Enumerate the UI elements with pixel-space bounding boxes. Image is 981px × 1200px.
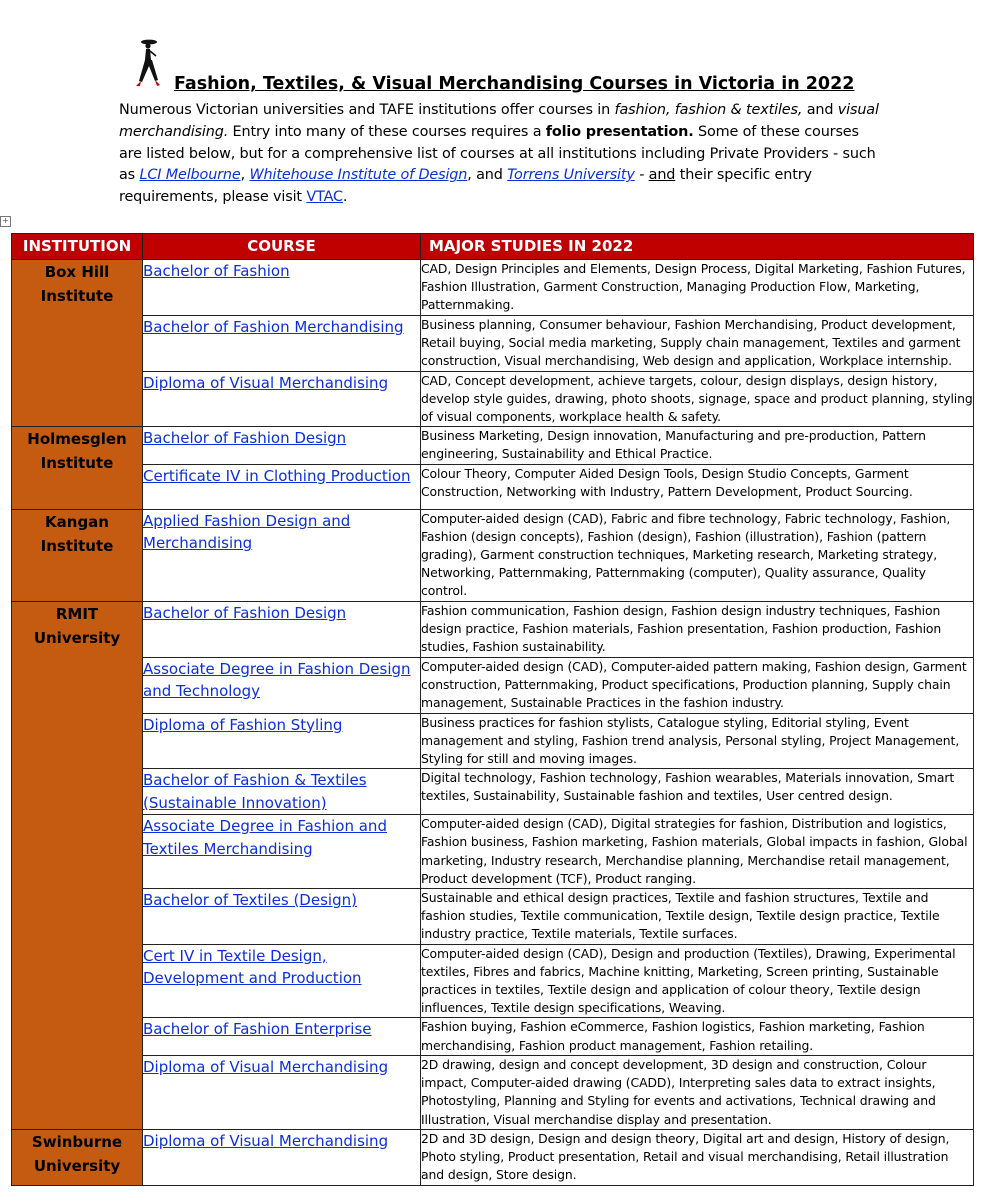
intro-bold: folio presentation. xyxy=(545,123,694,140)
torrens-university-link[interactable]: Torrens University xyxy=(507,167,635,184)
major-studies-cell: 2D drawing, design and concept development, 3D design and construction, Colour impact, Computer-aided drawing (CADD), Interpreting sales data to extract insights, Photostyling, Planning and Styling for events and activations, Technical drawing and Illustration, Visual merchandise display and presentation. xyxy=(421,1055,974,1129)
course-link[interactable]: Bachelor of Fashion & Textiles (Sustainable Innovation) xyxy=(143,771,367,812)
course-link[interactable]: Certificate IV in Clothing Production xyxy=(143,466,411,485)
course-cell xyxy=(143,769,421,815)
intro-text: - xyxy=(634,167,649,184)
course-cell xyxy=(143,509,421,601)
intro-text: Entry into many of these courses requires a xyxy=(228,123,546,140)
table-row xyxy=(12,316,974,372)
major-studies-cell: Colour Theory, Computer Aided Design Tools, Design Studio Concepts, Garment Construction, Networking with Industry, Pattern Development, Product Sourcing. xyxy=(421,464,974,509)
major-studies-cell: Computer-aided design (CAD), Computer-aided pattern making, Fashion design, Garment construction, Patternmaking, Product specifications, Production planning, Supply chain management, Sustainable Practices in the fashion industry. xyxy=(421,657,974,713)
table-row xyxy=(12,657,974,713)
table-row xyxy=(12,260,974,316)
major-studies-cell: Business practices for fashion stylists, Catalogue styling, Editorial styling, Event management and styling, Fashion trend analysis, Personal styling, Project Management, Styling for still and moving images. xyxy=(421,713,974,769)
institution-name: Swinburne University xyxy=(12,1129,143,1185)
intro-text: , and xyxy=(467,167,508,184)
course-cell xyxy=(143,316,421,372)
institution-name: Box Hill Institute xyxy=(12,260,143,427)
intro-text: their specific entry requirements, please visit xyxy=(119,167,812,206)
whitehouse-institute-link[interactable]: Whitehouse Institute of Design xyxy=(249,167,468,184)
course-link[interactable]: Bachelor of Fashion Design xyxy=(143,429,347,448)
major-studies-cell: 2D and 3D design, Design and design theory, Digital art and design, History of design, Photo styling, Product presentation, Retail and visual merchandising, Retail illustration and design, Store design. xyxy=(421,1129,974,1185)
table-row xyxy=(12,1129,974,1185)
major-studies-cell: Computer-aided design (CAD), Design and production (Textiles), Drawing, Experimental textiles, Fibres and fabrics, Machine knitting, Marketing, Screen printing, Sustainable practices in textiles, Textile design and application of colour theory, Textile design influences, Textile design specifications, Weaving. xyxy=(421,944,974,1018)
fashion-figure-icon xyxy=(131,38,167,90)
table-row xyxy=(12,601,974,657)
major-studies-cell: Business planning, Consumer behaviour, Fashion Merchandising, Product development, Retail buying, Social media marketing, Supply chain management, Textiles and garment construction, Visual merchandising, Web design and application, Workplace internship. xyxy=(421,316,974,372)
course-cell xyxy=(143,371,421,427)
course-link[interactable]: Bachelor of Textiles (Design) xyxy=(143,891,357,910)
major-studies-cell: Fashion communication, Fashion design, Fashion design industry techniques, Fashion design practice, Fashion materials, Fashion presentation, Fashion production, Fashion studies, Fashion sustainability. xyxy=(421,601,974,657)
course-cell xyxy=(143,815,421,889)
course-link[interactable]: Bachelor of Fashion Merchandising xyxy=(143,318,404,336)
course-cell xyxy=(143,464,421,509)
major-studies-cell: CAD, Design Principles and Elements, Design Process, Digital Marketing, Fashion Futures, Fashion Illustration, Garment Construction, Managing Production Flow, Marketing, Patternmaking. xyxy=(421,260,974,316)
vtac-link[interactable]: VTAC xyxy=(306,189,343,206)
document-title: Fashion, Textiles, & Visual Merchandising Courses in Victoria in 2022 xyxy=(174,74,855,94)
course-link[interactable]: Applied Fashion Design and Merchandising xyxy=(143,511,351,553)
course-cell xyxy=(143,427,421,464)
course-cell xyxy=(143,1055,421,1129)
intro-text: Numerous Victorian universities and TAFE institutions offer courses in xyxy=(119,102,615,118)
table-row xyxy=(12,769,974,815)
intro-paragraph xyxy=(119,100,879,209)
institution-name: Holmesglen Institute xyxy=(12,427,143,509)
institution-name: RMIT University xyxy=(12,601,143,1129)
table-row xyxy=(12,815,974,889)
course-cell xyxy=(143,713,421,769)
course-link[interactable]: Bachelor of Fashion Enterprise xyxy=(143,1020,372,1039)
intro-text: and xyxy=(802,102,838,118)
table-header-row xyxy=(12,234,974,260)
header-institution: INSTITUTION xyxy=(12,234,143,260)
course-link[interactable]: Diploma of Visual Merchandising xyxy=(143,1057,389,1076)
course-link[interactable]: Bachelor of Fashion xyxy=(143,262,290,280)
table-move-handle-icon[interactable]: + xyxy=(0,216,11,227)
intro-emphasis: visual merchandising. xyxy=(119,102,879,140)
table-body xyxy=(12,260,974,1186)
header-course: COURSE xyxy=(143,234,421,260)
course-cell xyxy=(143,657,421,713)
courses-table xyxy=(11,233,974,1186)
course-cell xyxy=(143,889,421,945)
course-link[interactable]: Bachelor of Fashion Design xyxy=(143,603,347,622)
header-major-studies: MAJOR STUDIES IN 2022 xyxy=(421,234,974,260)
table-row xyxy=(12,713,974,769)
major-studies-cell: CAD, Concept development, achieve targets, colour, design displays, design history, develop style guides, drawing, photo shoots, signage, space and product planning, styling of visual components, workplace health & safety. xyxy=(421,371,974,427)
course-link[interactable]: Diploma of Fashion Styling xyxy=(143,715,343,734)
table-row xyxy=(12,371,974,427)
course-cell xyxy=(143,1018,421,1055)
major-studies-cell: Business Marketing, Design innovation, Manufacturing and pre-production, Pattern engineering, Sustainability and Ethical Practice. xyxy=(421,427,974,464)
course-cell xyxy=(143,1129,421,1185)
course-link[interactable]: Diploma of Visual Merchandising xyxy=(143,373,389,392)
major-studies-cell: Sustainable and ethical design practices, Textile and fashion structures, Textile and fashion studies, Textile communication, Textile design, Textile design practice, Textile industry practice, Textile materials, Textile surfaces. xyxy=(421,889,974,945)
intro-text: . xyxy=(342,189,348,206)
course-cell xyxy=(143,601,421,657)
table-row xyxy=(12,427,974,464)
intro-text: , xyxy=(240,167,250,184)
institution-name: Kangan Institute xyxy=(12,509,143,601)
table-row xyxy=(12,1018,974,1055)
course-cell xyxy=(143,944,421,1018)
table-row xyxy=(12,944,974,1018)
course-cell xyxy=(143,260,421,316)
major-studies-cell: Computer-aided design (CAD), Fabric and fibre technology, Fabric technology, Fashion, Fashion (design concepts), Fashion (design), Fashion (illustration), Fashion (pattern grading), Garment construction techniques, Marketing research, Marketing strategy, Networking, Patternmaking, Patternmaking (computer), Quality assurance, Quality control. xyxy=(421,509,974,601)
course-link[interactable]: Associate Degree in Fashion and Textiles Merchandising xyxy=(143,817,387,858)
intro-underlined: and xyxy=(648,167,676,184)
table-row xyxy=(12,509,974,601)
major-studies-cell: Fashion buying, Fashion eCommerce, Fashion logistics, Fashion marketing, Fashion merchandising, Fashion product management, Fashion retailing. xyxy=(421,1018,974,1055)
intro-emphasis: fashion, fashion & textiles, xyxy=(614,102,803,118)
major-studies-cell: Digital technology, Fashion technology, Fashion wearables, Materials innovation, Smart textiles, Sustainability, Sustainable fashion and textiles, User centred design. xyxy=(421,769,974,815)
table-row xyxy=(12,889,974,945)
course-link[interactable]: Cert IV in Textile Design, Development and Production xyxy=(143,946,362,988)
table-row xyxy=(12,1055,974,1129)
table-row xyxy=(12,464,974,509)
intro-text: Some of these courses are listed below, but for a comprehensive list of courses at all institutions including Private Providers - such as xyxy=(119,123,876,184)
course-link[interactable]: Associate Degree in Fashion Design and Technology xyxy=(143,659,411,701)
major-studies-cell: Computer-aided design (CAD), Digital strategies for fashion, Distribution and logistics, Fashion business, Fashion marketing, Fashion materials, Global impacts in fashion, Global marketing, Industry research, Merchandise planning, Merchandise retail management, Product development (TCF), Product ranging. xyxy=(421,815,974,889)
course-link[interactable]: Diploma of Visual Merchandising xyxy=(143,1131,389,1150)
lci-melbourne-link[interactable]: LCI Melbourne xyxy=(139,167,241,184)
